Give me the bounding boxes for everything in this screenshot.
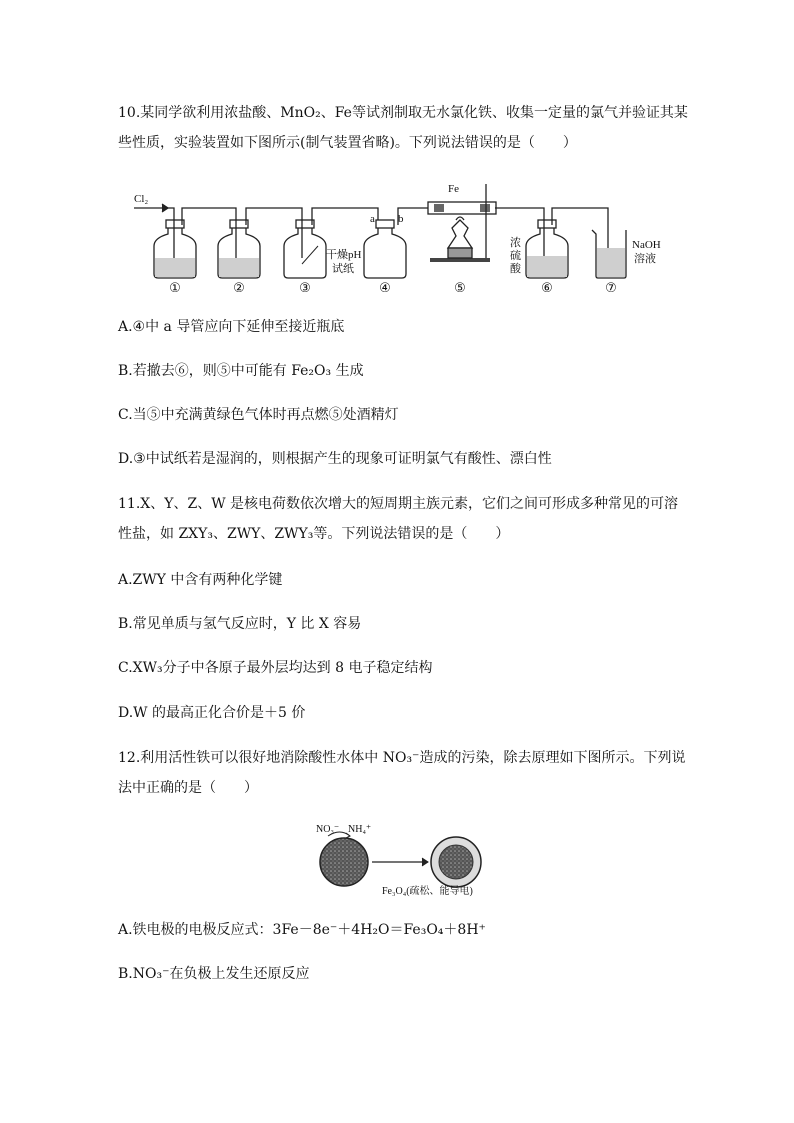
q11-stem-line1: 11.X、Y、Z、W 是核电荷数依次增大的短周期主族元素，它们之间可形成多种常见的可溶 [118, 496, 679, 512]
naoh-label-1: NaOH [632, 239, 661, 251]
a-label: a [370, 213, 375, 225]
ph-paper-label-1: 干燥pH [326, 249, 362, 261]
q11-stem-line2: 性盐，如 ZXY₃、ZWY、ZWY₃等。下列说法错误的是（ ） [118, 526, 510, 542]
q12-stem-line2: 法中正确的是（ ） [118, 780, 258, 796]
q12-option-b: B.NO₃⁻在负极上发生还原反应 [118, 966, 310, 982]
fe-particle-after [431, 837, 481, 887]
combustion-tube [428, 184, 496, 262]
bottle-1 [154, 220, 196, 278]
acid-label-1: 浓 [510, 237, 521, 249]
q10-apparatus-figure [130, 180, 670, 292]
q12-stem-line1: 12.利用活性铁可以很好地消除酸性水体中 NO₃⁻造成的污染，除去原理如下图所示。下列说 [118, 750, 686, 766]
no3-label: NO₃⁻ [316, 824, 340, 835]
label-5: ⑤ [454, 280, 466, 292]
ph-paper-label-2: 试纸 [332, 263, 354, 275]
label-4: ④ [379, 280, 391, 292]
acid-label-2: 硫 [510, 250, 521, 262]
q10-option-d: D.③中试纸若是湿润的，则根据产生的现象可证明氯气有酸性、漂白性 [118, 451, 552, 467]
q10-stem-line1: 10.某同学欲利用浓盐酸、MnO₂、Fe等试剂制取无水氯化铁、收集一定量的氯气并验证其某 [118, 105, 688, 121]
beaker-7 [592, 230, 626, 278]
label-2: ② [233, 280, 245, 292]
label-3: ③ [299, 280, 311, 292]
b-label: b [398, 213, 404, 225]
bottle-6 [526, 220, 568, 278]
q11-option-a: A.ZWY 中含有两种化学键 [118, 572, 283, 588]
acid-label-3: 酸 [510, 263, 521, 275]
q12-iron-figure [310, 818, 490, 900]
q10-option-b: B.若撤去⑥，则⑤中可能有 Fe₂O₃ 生成 [118, 363, 364, 379]
label-1: ① [169, 280, 181, 292]
q11-option-b: B.常见单质与氢气反应时，Y 比 X 容易 [118, 616, 362, 632]
nh4-label: NH₄⁺ [348, 824, 372, 835]
bottle-2 [218, 220, 260, 278]
bottle-4 [364, 220, 406, 278]
q10-option-a: A.④中 a 导管应向下延伸至接近瓶底 [118, 319, 345, 335]
arrow [372, 858, 428, 866]
q11-option-d: D.W 的最高正化合价是＋5 价 [118, 705, 306, 721]
q11-option-c: C.XW₃分子中各原子最外层均达到 8 电子稳定结构 [118, 660, 433, 676]
q10-stem-line2: 些性质，实验装置如下图所示(制气装置省略)。下列说法错误的是（ ） [118, 135, 577, 151]
q10-option-c: C.当⑤中充满黄绿色气体时再点燃⑤处酒精灯 [118, 407, 399, 423]
cl2-label: Cl₂ [134, 193, 149, 205]
label-7: ⑦ [605, 280, 617, 292]
naoh-label-2: 溶液 [634, 253, 656, 265]
label-6: ⑥ [541, 280, 553, 292]
q12-option-a: A.铁电极的电极反应式：3Fe－8e⁻＋4H₂O＝Fe₃O₄＋8H⁺ [118, 922, 486, 938]
fe-label: Fe [448, 183, 459, 195]
fe-particle-before [320, 838, 368, 886]
bottle-3 [284, 220, 326, 278]
fe3o4-label: Fe₃O₄(疏松、能导电) [382, 886, 473, 897]
